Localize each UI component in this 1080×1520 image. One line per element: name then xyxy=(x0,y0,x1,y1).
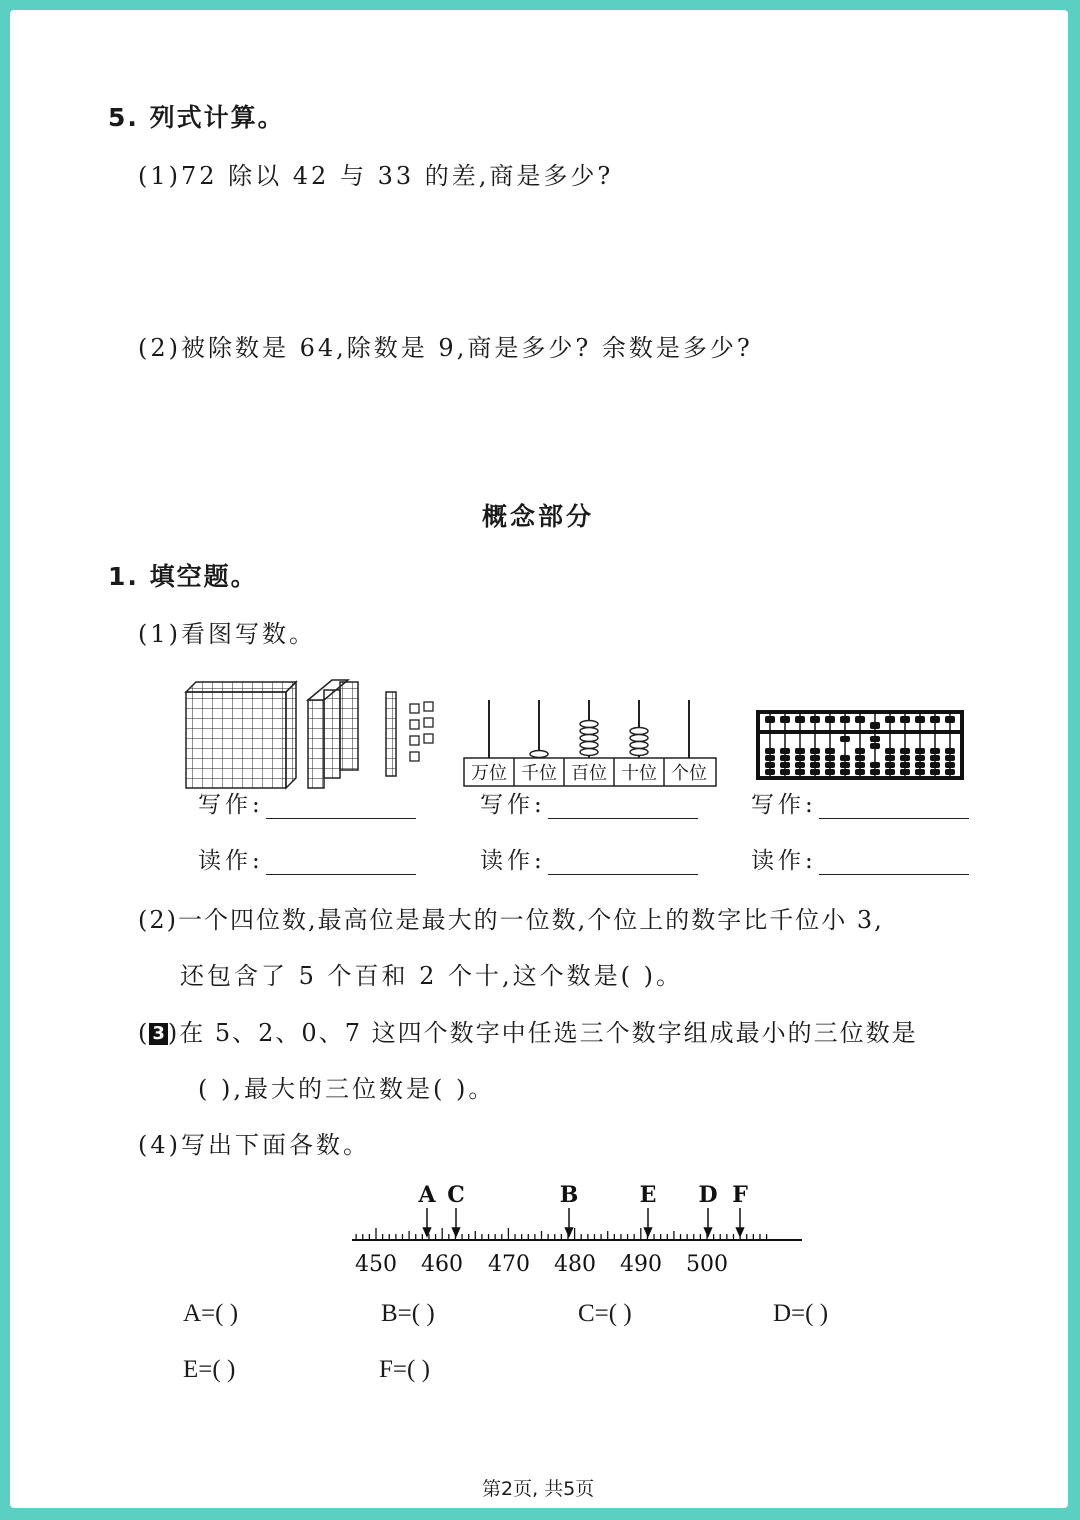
page-footer: 第2页, 共5页 xyxy=(482,1478,595,1500)
read-row-3 xyxy=(751,842,969,875)
point-arrowhead xyxy=(705,1228,712,1236)
q1-title: 1. 填空题。 xyxy=(108,562,258,591)
place-label-bai: 百位 xyxy=(571,763,607,784)
write-row-1 xyxy=(198,786,416,819)
tick-label-460: 460 xyxy=(421,1252,463,1277)
point-label-a: A xyxy=(418,1182,436,1208)
read-row-1 xyxy=(198,842,416,875)
ten-rod xyxy=(386,692,396,776)
q1-1-text: (1)看图写数。 xyxy=(138,620,316,648)
read-blank-2[interactable] xyxy=(548,850,698,875)
read-label: 读作: xyxy=(480,848,546,874)
point-label-c: C xyxy=(447,1182,465,1208)
answer-a[interactable]: A=( ) xyxy=(183,1300,239,1327)
q1-3-prefix: ( xyxy=(138,1019,150,1047)
tick-label-450: 450 xyxy=(355,1252,397,1277)
q1-2-line1: (2)一个四位数,最高位是最大的一位数,个位上的数字比千位小 3, xyxy=(138,906,884,934)
beads xyxy=(530,721,648,758)
question-number-badge: 3 xyxy=(149,1023,168,1045)
write-label: 写作: xyxy=(480,792,546,818)
unit-cubes xyxy=(410,702,433,761)
write-blank-2[interactable] xyxy=(548,794,698,819)
answer-d[interactable]: D=( ) xyxy=(773,1300,829,1327)
place-label-wan: 万位 xyxy=(471,763,507,784)
q1-3-line2: ( ),最大的三位数是( )。 xyxy=(198,1075,496,1103)
read-blank-3[interactable] xyxy=(819,850,969,875)
q5-2-text: (2)被除数是 64,除数是 9,商是多少? 余数是多少? xyxy=(138,334,753,362)
number-line-figure xyxy=(340,1178,810,1288)
read-blank-1[interactable] xyxy=(266,850,416,875)
counting-frame-figure xyxy=(462,696,718,788)
write-blank-1[interactable] xyxy=(266,794,416,819)
q1-2-line2: 还包含了 5 个百和 2 个十,这个数是( )。 xyxy=(180,962,684,990)
abacus-figure xyxy=(756,710,964,780)
answer-e[interactable]: E=( ) xyxy=(183,1356,236,1383)
tick-label-490: 490 xyxy=(620,1252,662,1277)
concept-section-title: 概念部分 xyxy=(482,502,595,531)
answer-f[interactable]: F=( ) xyxy=(379,1356,430,1383)
point-label-f: F xyxy=(732,1182,748,1208)
q5-1-text: (1)72 除以 42 与 33 的差,商是多少? xyxy=(138,162,614,190)
tick-label-500: 500 xyxy=(686,1252,728,1277)
thousand-cube xyxy=(186,682,296,788)
read-label: 读作: xyxy=(198,848,264,874)
place-label-shi: 十位 xyxy=(621,763,657,784)
write-label: 写作: xyxy=(198,792,264,818)
place-label-qian: 千位 xyxy=(521,763,557,784)
tick-label-480: 480 xyxy=(554,1252,596,1277)
read-row-2 xyxy=(480,842,698,875)
hundred-flats xyxy=(308,680,358,788)
answer-b[interactable]: B=( ) xyxy=(381,1300,435,1327)
point-label-d: D xyxy=(698,1182,718,1208)
q1-3-text: )在 5、2、0、7 这四个数字中任选三个数字组成最小的三位数是 xyxy=(167,1019,918,1047)
place-label-ge: 个位 xyxy=(671,763,707,784)
point-label-b: B xyxy=(559,1182,579,1208)
write-blank-3[interactable] xyxy=(819,794,969,819)
tick-label-470: 470 xyxy=(488,1252,530,1277)
write-row-2 xyxy=(480,786,698,819)
q5-title: 5. 列式计算。 xyxy=(108,103,285,132)
point-label-e: E xyxy=(639,1182,657,1208)
answer-c[interactable]: C=( ) xyxy=(578,1300,632,1327)
read-label: 读作: xyxy=(751,848,817,874)
base-ten-blocks-figure xyxy=(182,668,442,794)
write-row-3 xyxy=(751,786,969,819)
point-arrowhead xyxy=(566,1228,573,1236)
write-label: 写作: xyxy=(751,792,817,818)
q1-4-text: (4)写出下面各数。 xyxy=(138,1131,370,1159)
worksheet-page xyxy=(10,10,1068,1508)
q1-3-line1 xyxy=(138,1013,918,1048)
